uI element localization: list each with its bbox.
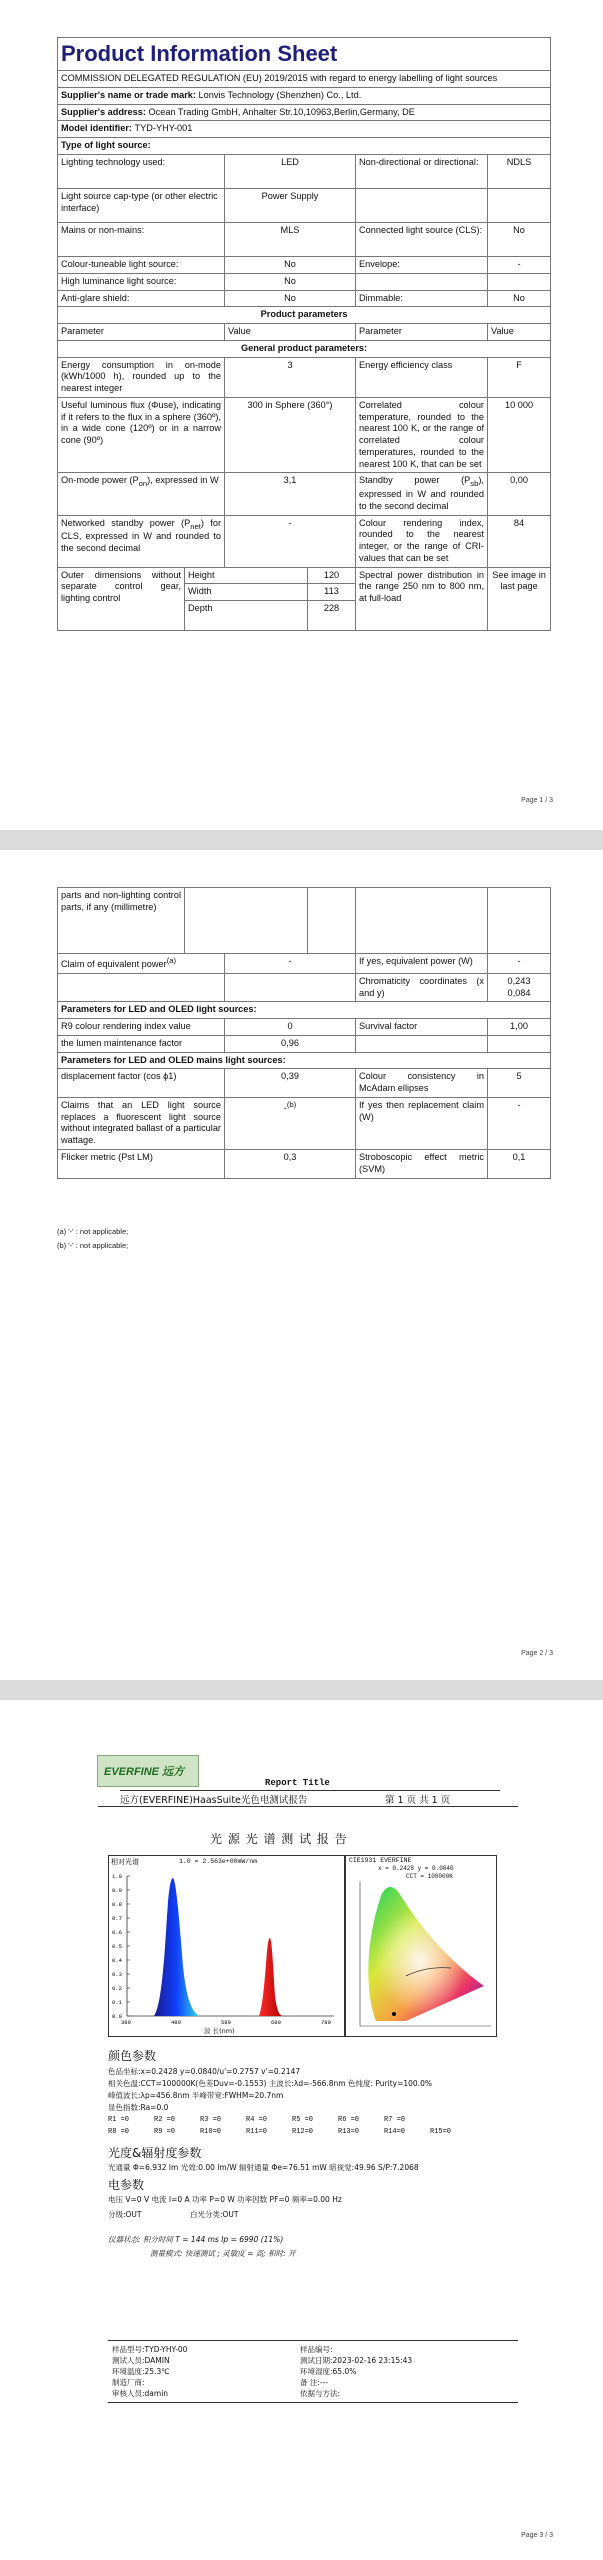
networked-standby-label: Networked standby power $(P_{net})$ for CLS, expressed in W and rounded to the second decimal — [58, 515, 225, 567]
r-value: R13=0 — [338, 2128, 360, 2136]
directional-label: Non-directional or directional: — [356, 154, 488, 188]
y-tick-label: 1.0 — [112, 1873, 122, 1880]
model-identifier: TYD-YHY-001 — [134, 123, 193, 134]
sample-info-right: 样品编号: 测试日期:2023-02-16 23:15:43 环境湿度:65.0% 备 注:--- 依据与方法: — [300, 2345, 413, 2398]
model-label: Model identifier: — [61, 123, 132, 134]
page-gap — [0, 830, 603, 850]
r-value: R11=0 — [246, 2128, 268, 2136]
energy-consumption-value: 3 — [225, 357, 356, 397]
page-number: Page 3 / 3 — [521, 2532, 553, 2539]
y-tick-label: 0.1 — [112, 1999, 122, 2006]
luminous-flux-label: Useful luminous flux (Φuse), indicating if it refers to the flux in a sphere (360º), in a wide cone (120º) or in a narrow cone (90º) — [58, 397, 225, 473]
product-parameters-header: Product parameters — [58, 307, 551, 324]
main-title: 光 源 光 谱 测 试 报 告 — [210, 1832, 348, 1846]
supplier-address-label: Supplier's address: — [61, 106, 146, 117]
r-value: R9 =0 — [154, 2128, 176, 2136]
y-tick-label: 0.7 — [112, 1915, 122, 1922]
r-value: R5 =0 — [292, 2116, 314, 2124]
lighting-tech-label: Lighting technology used: — [58, 154, 225, 188]
standby-power-value: 0,00 — [488, 473, 551, 515]
r-value: R10=0 — [200, 2128, 222, 2136]
cap-type-value: Power Supply — [225, 188, 356, 222]
page-gap — [0, 1680, 603, 1700]
height-label: Height — [185, 567, 308, 584]
cap-type-label: Light source cap-type (or other electric interface) — [58, 188, 225, 222]
r-value: R6 =0 — [338, 2116, 360, 2124]
spectrum-chart-frame — [108, 1855, 345, 2037]
r9-label: R9 colour rendering index value — [58, 1019, 225, 1036]
x-tick-label: 380 — [121, 2019, 131, 2026]
page-3 — [0, 1700, 603, 2560]
instrument-line-2: 测量模式: 快速测试 ; 灵敏度 = 高; 积时: 开 — [150, 2249, 296, 2258]
chromaticity-label: Chromaticity coordinates (x and y) — [356, 973, 488, 1002]
y-tick-label: 0.6 — [112, 1929, 122, 1936]
r-value: R1 =0 — [108, 2116, 130, 2124]
electrical-title: 电参数 — [108, 2178, 145, 2192]
spectrum-plot — [109, 1856, 344, 2036]
report-title-label: Report Title — [265, 1778, 330, 1788]
equivalent-power-value: - — [488, 954, 551, 974]
dimmable-value: No — [488, 290, 551, 307]
product-info-table — [57, 37, 551, 631]
cie-title: CIE1931 EVERFINE — [349, 1857, 412, 1864]
r-value: R4 =0 — [246, 2116, 268, 2124]
chromaticity-value: 0,243 0,084 — [488, 973, 551, 1002]
colour-consistency-label: Colour consistency in McAdam ellipses — [356, 1069, 488, 1098]
sample-info-left: 样品型号:TYD-YHY-00 测试人员:DAMIN 环境温度:25.3℃ 制造厂商: 审核人员:damin — [112, 2345, 188, 2398]
photometric-title: 光度&辐射度参数 — [108, 2146, 202, 2160]
color-params-block: 色品坐标:x=0.2428 y=0.0840/u'=0.2757 v'=0.2147 相关色温:CCT=100000K(色差Duv=-0.1553) 主波长:λd=-566.8nm 色纯度: Purity=100.0% 峰值波长:λp=456.8nm 半峰带宽:FWHM=20.7nm 显色指数:Ra=0.0 — [108, 2067, 432, 2112]
equivalent-power-label: If yes, equivalent power (W) — [356, 954, 488, 974]
y-tick-label: 0.2 — [112, 1985, 122, 1992]
y-tick-label: 0.8 — [112, 1901, 122, 1908]
svm-value: 0,1 — [488, 1150, 551, 1179]
dimmable-label: Dimmable: — [356, 290, 488, 307]
displacement-factor-label: displacement factor (cos ϕ1) — [58, 1069, 225, 1098]
width-value: 113 — [308, 584, 356, 601]
depth-value: 228 — [308, 601, 356, 631]
company-line: 远方(EVERFINE)HaasSuite光色电测试报告 — [120, 1795, 308, 1806]
red-peak — [259, 1938, 283, 2016]
lumen-maintenance-value: 0,96 — [225, 1035, 356, 1052]
page-info: 第 1 页 共 1 页 — [385, 1795, 451, 1806]
standby-power-label: Standby power $(P_{sb})$, expressed in W and rounded to the second decimal — [356, 473, 488, 515]
supplier-name: Lonvis Technology (Shenzhen) Co., Ltd. — [198, 89, 362, 100]
survival-value: 1,00 — [488, 1019, 551, 1036]
header-rule — [98, 1806, 518, 1807]
r-value: R8 =0 — [108, 2128, 130, 2136]
everfine-logo: EVERFINE 远方 — [97, 1755, 199, 1787]
flicker-label: Flicker metric (Pst LM) — [58, 1150, 225, 1179]
led-mains-params-header: Parameters for LED and OLED mains light sources: — [58, 1052, 551, 1069]
high-luminance-value: No — [225, 273, 356, 290]
cri-label: Colour rendering index, rounded to the nearest integer, or the range of CRI-values that can be set — [356, 515, 488, 567]
cie-coords: x = 0.2428 y = 0.0840 — [378, 1865, 454, 1872]
colour-consistency-value: 5 — [488, 1069, 551, 1098]
cct-label: Correlated colour temperature, rounded to the nearest 100 K, or the range of correlated colour temperatures, rounded to the nearest 100 K, that can be set — [356, 397, 488, 473]
y-tick-label: 0.0 — [112, 2013, 122, 2020]
height-value: 120 — [308, 567, 356, 584]
col-parameter: Parameter — [356, 324, 488, 341]
instrument-line: 仪器状态: 积分时间 T = 144 ms Ip = 6990 (11%) — [108, 2235, 284, 2244]
r-value: R14=0 — [384, 2128, 406, 2136]
directional-value: NDLS — [488, 154, 551, 188]
envelope-label: Envelope: — [356, 256, 488, 273]
replacement-claim-label: Claims that an LED light source replaces a fluorescent light source without integrated ballast of a particular wattage. — [58, 1097, 225, 1149]
flicker-value: 0,3 — [225, 1150, 356, 1179]
wavelength-label: 波 长(nm) — [204, 2027, 235, 2035]
regulation-text: COMMISSION DELEGATED REGULATION (EU) 2019/2015 with regard to energy labelling of light sources — [58, 71, 551, 88]
outer-dimensions-label-cont: parts and non-lighting control parts, if any (millimetre) — [58, 888, 185, 954]
blue-peak — [154, 1878, 199, 2016]
general-params-header: General product parameters: — [58, 340, 551, 357]
cie-cct: CCT = 100000K — [406, 1873, 453, 1880]
colour-tuneable-label: Colour-tuneable light source: — [58, 256, 225, 273]
replacement-claim-value: -$^{(b)}$ — [225, 1097, 356, 1149]
mains-label: Mains or non-mains: — [58, 222, 225, 256]
r-value: R2 =0 — [154, 2116, 176, 2124]
width-label: Width — [185, 584, 308, 601]
white-grade: 白光分类:OUT — [190, 2210, 239, 2219]
spd-value: See image in last page — [488, 567, 551, 631]
spectrum-note: 1.0 = 2.563e+00mW/nm — [179, 1858, 258, 1865]
x-tick-label: 580 — [221, 2019, 231, 2026]
networked-standby-value: - — [225, 515, 356, 567]
page-2 — [0, 850, 603, 1680]
r-value: R3 =0 — [200, 2116, 222, 2124]
on-mode-power-value: 3,1 — [225, 473, 356, 515]
cls-label: Connected light source (CLS): — [356, 222, 488, 256]
photometric-line: 光通量 Φ=6.932 lm 光效:0.00 lm/W 辐射通量 Φe=76.51 mW 暗视觉:49.96 S/P:7.2068 — [108, 2163, 419, 2172]
anti-glare-label: Anti-glare shield: — [58, 290, 225, 307]
x-ticks — [121, 2019, 331, 2026]
supplier-address: Ocean Trading GmbH, Anhalter Str.10,10963,Berlin,Germany, DE — [148, 106, 415, 117]
anti-glare-value: No — [225, 290, 356, 307]
spectrum-y-label: 相对光谱 — [111, 1858, 139, 1866]
lumen-maintenance-label: the lumen maintenance factor — [58, 1035, 225, 1052]
lighting-tech-value: LED — [225, 154, 356, 188]
luminous-flux-value: 300 in Sphere (360°) — [225, 397, 356, 473]
equivalent-power-claim-label: Claim of equivalent power$^{(a)}$ — [58, 954, 225, 974]
supplier-name-label: Supplier's name or trade mark: — [61, 89, 196, 100]
cct-value: 10 000 — [488, 397, 551, 473]
displacement-factor-value: 0,39 — [225, 1069, 356, 1098]
outer-dimensions-label: Outer dimensions without separate control gear, lighting control — [58, 567, 185, 631]
header-rule — [120, 1790, 500, 1791]
page-number: Page 2 / 3 — [521, 1650, 553, 1657]
envelope-value: - — [488, 256, 551, 273]
r-values-row-2 — [108, 2128, 476, 2136]
survival-label: Survival factor — [356, 1019, 488, 1036]
led-params-header: Parameters for LED and OLED light sources: — [58, 1002, 551, 1019]
product-info-table-continued — [57, 887, 551, 1179]
mains-value: MLS — [225, 222, 356, 256]
r-value: R15=0 — [430, 2128, 452, 2136]
r-value: R7 =0 — [384, 2116, 406, 2124]
measured-point — [392, 2012, 396, 2016]
on-mode-power-label: On-mode power $(P_{on})$, expressed in W — [58, 473, 225, 515]
spd-label: Spectral power distribution in the range 250 nm to 800 nm, at full-load — [356, 567, 488, 631]
equivalent-power-claim-value: - — [225, 954, 356, 974]
cls-value: No — [488, 222, 551, 256]
cie-diagram — [346, 1856, 496, 2036]
info-rule — [108, 2340, 518, 2341]
depth-label: Depth — [185, 601, 308, 631]
r-value: R12=0 — [292, 2128, 314, 2136]
white-region — [368, 1887, 484, 2021]
page-number: Page 1 / 3 — [521, 797, 553, 804]
energy-class-label: Energy efficiency class — [356, 357, 488, 397]
page-title: Product Information Sheet — [58, 38, 551, 71]
y-tick-label: 0.5 — [112, 1943, 122, 1950]
colour-tuneable-value: No — [225, 256, 356, 273]
y-tick-label: 0.3 — [112, 1971, 122, 1978]
energy-consumption-label: Energy consumption in on-mode (kWh/1000 h), rounded up to the nearest integer — [58, 357, 225, 397]
col-parameter: Parameter — [58, 324, 225, 341]
type-of-light-source-label: Type of light source: — [58, 138, 551, 155]
footnote-b: (b) '-' : not applicable; — [57, 1241, 129, 1250]
cie-chart-frame — [345, 1855, 497, 2037]
x-tick-label: 680 — [271, 2019, 281, 2026]
y-tick-label: 0.4 — [112, 1957, 122, 1964]
energy-class-value: F — [488, 357, 551, 397]
r-values-row-1 — [108, 2116, 430, 2124]
page-1 — [0, 0, 603, 830]
grade-label: 分级:OUT — [108, 2210, 142, 2219]
replacement-watt-value: - — [488, 1097, 551, 1149]
info-rule — [108, 2402, 518, 2403]
y-tick-label: 0.9 — [112, 1887, 122, 1894]
svm-label: Stroboscopic effect metric (SVM) — [356, 1150, 488, 1179]
electrical-line: 电压 V=0 V 电流 I=0 A 功率 P=0 W 功率因数 PF=0 频率=0.00 Hz — [108, 2195, 342, 2204]
high-luminance-label: High luminance light source: — [58, 273, 225, 290]
r9-value: 0 — [225, 1019, 356, 1036]
x-tick-label: 780 — [321, 2019, 331, 2026]
footnote-a: (a) '-' : not applicable; — [57, 1227, 129, 1236]
x-tick-label: 480 — [171, 2019, 181, 2026]
cri-value: 84 — [488, 515, 551, 567]
replacement-watt-label: If yes then replacement claim (W) — [356, 1097, 488, 1149]
col-value: Value — [225, 324, 356, 341]
color-params-title: 颜色参数 — [108, 2049, 157, 2063]
col-value: Value — [488, 324, 551, 341]
